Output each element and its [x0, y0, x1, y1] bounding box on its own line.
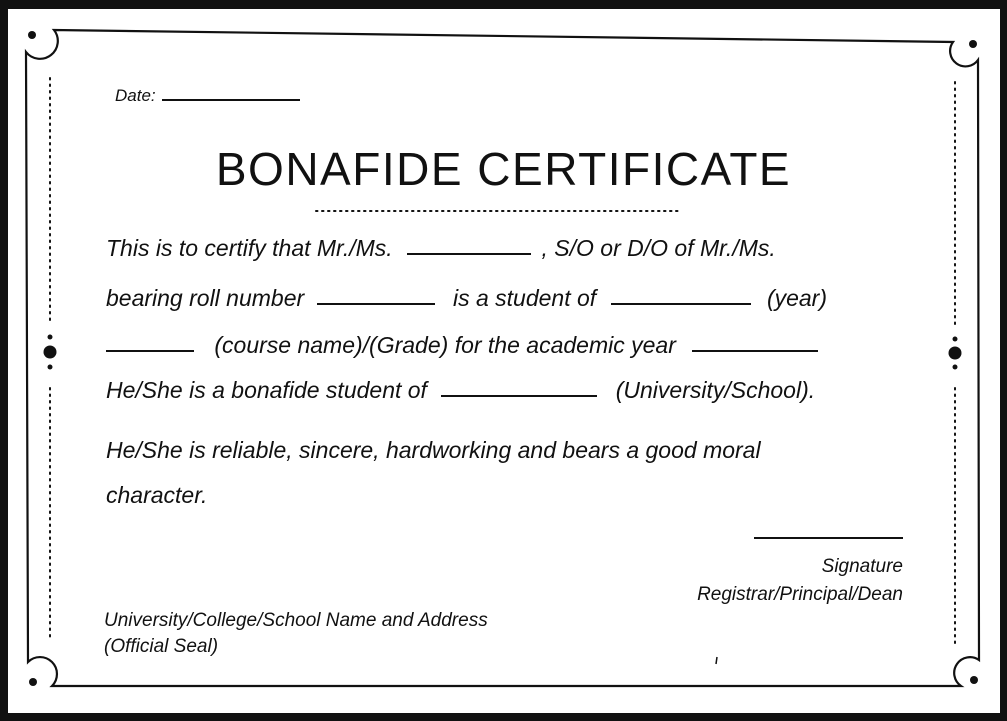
line3-text-a: (course name)/(Grade) for the academic year	[214, 332, 676, 358]
course-blank	[106, 350, 194, 352]
right-ornament	[949, 337, 962, 370]
institution-blank	[441, 395, 597, 397]
line4-text-b: (University/School).	[615, 377, 816, 403]
date-blank	[162, 99, 300, 101]
name-blank	[407, 253, 531, 255]
corner-dot	[970, 676, 978, 684]
body-line-2	[106, 284, 827, 312]
body-line-6	[106, 481, 207, 509]
line4-text-a: He/She is a bonafide student of	[106, 377, 427, 403]
line6-text: character.	[106, 482, 208, 508]
left-ornament	[44, 335, 57, 370]
line5-text: He/She is reliable, sincere, hardworking and bears a good moral	[106, 437, 761, 463]
body-line-4	[106, 376, 815, 404]
corner-dot	[29, 678, 37, 686]
roll-number-blank	[317, 303, 435, 305]
body-line-5	[106, 436, 761, 464]
academic-year-blank	[692, 350, 818, 352]
date-field	[115, 86, 300, 106]
date-label: Date:	[115, 86, 156, 105]
certificate-title: BONAFIDE CERTIFICATE	[215, 143, 792, 195]
signatory-role: Registrar/Principal/Dean	[697, 584, 903, 605]
line2-text-a: bearing roll number	[106, 285, 305, 311]
signature-label: Signature	[821, 556, 903, 577]
body-line-1	[106, 234, 776, 262]
line2-text-c: (year)	[766, 285, 827, 311]
institution-name-address: University/College/School Name and Address	[104, 610, 488, 631]
line1-text-a: This is to certify that Mr./Ms.	[106, 235, 393, 261]
corner-dot	[28, 31, 36, 39]
line1-text-b: , S/O or D/O of Mr./Ms.	[541, 235, 776, 261]
corner-dot	[969, 40, 977, 48]
signature-line	[754, 537, 903, 539]
official-seal-label: (Official Seal)	[104, 636, 219, 657]
line2-text-b: is a student of	[452, 285, 597, 311]
body-line-3	[106, 331, 818, 359]
year-blank	[611, 303, 751, 305]
